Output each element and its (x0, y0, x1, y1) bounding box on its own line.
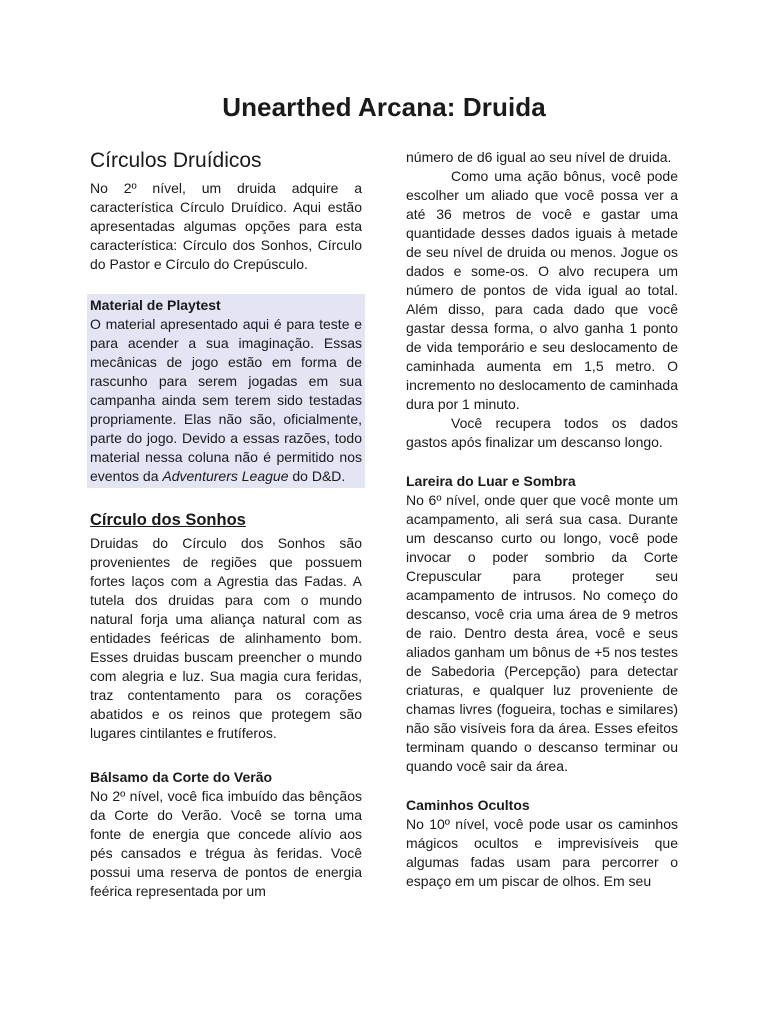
hearth-heading: Lareira do Luar e Sombra (406, 473, 576, 489)
hidden-paths-heading: Caminhos Ocultos (406, 797, 530, 813)
intro-paragraph: No 2º nível, um druida adquire a característica Círculo Druídico. Aqui estão apresentadas algumas opções para esta característica: Círculo dos Sonhos, Círculo do Pastor e Círculo do Crepúsculo. (90, 180, 362, 272)
balm-continued: número de d6 igual ao seu nível de druida. (406, 149, 672, 165)
playtest-body (90, 315, 362, 486)
playtest-sidebar (87, 294, 365, 488)
hearth-body: No 6º nível, onde quer que você monte um acampamento, ali será sua casa. Durante um descanso curto ou longo, você pode invocar o poder sombrio da Corte Crepuscular para proteger seu acampamento de intrusos. No começo do descanso, você cria uma área de 9 metros de raio. Dentro desta área, você e seus aliados ganham um bônus de +5 nos testes de Sabedoria (Percepção) para detectar criaturas, e qualquer luz proveniente de chamas livres (fogueira, tochas e similares) não são visíveis fora da área. Esses efeitos terminam quando o descanso terminar ou quando você sair da área. (406, 492, 678, 774)
hidden-paths-body: No 10º nível, você pode usar os caminhos mágicos ocultos e imprevisíveis que algumas fadas usam para percorrer o espaço em um piscar de olhos. Em seu (406, 816, 678, 889)
right-column (406, 148, 678, 891)
document-title: Unearthed Arcana: Druida (222, 92, 546, 122)
playtest-italic: Adventurers League (162, 468, 289, 484)
balm-body: No 2º nível, você fica imbuído das bênçãos da Corte do Verão. Você se torna uma fonte de energia que concede alívio aos pés cansados e trégua às feridas. Você possui uma reserva de pontos de energia feérica representada por um (90, 788, 362, 899)
playtest-title: Material de Playtest (90, 297, 221, 313)
balm-paragraph-2: Como uma ação bônus, você pode escolher um aliado que você possa ver a até 36 metros de você e gastar uma quantidade desses dados iguais à metade de seu nível de druida ou menos. Jogue os dados e some-os. O alvo recupera um número de pontos de vida igual ao total. Além disso, para cada dado que você gastar dessa forma, o alvo ganha 1 ponto de vida temporário e seu deslocamento de caminhada aumenta em 1,5 metro. O incremento no deslocamento de caminhada dura por 1 minuto. (406, 168, 678, 412)
balm-heading: Bálsamo da Corte do Verão (90, 769, 273, 785)
circle-of-dreams-heading: Círculo dos Sonhos (90, 511, 246, 529)
circle-of-dreams-body: Druidas do Círculo dos Sonhos são provenientes de regiões que possuem fortes laços com a Agrestia das Fadas. A tutela dos druidas para com o mundo natural forja uma aliança natural com as entidades feéricas de alinhamento bom. Esses druidas buscam preencher o mundo com alegria e luz. Sua magia cura feridas, traz contentamento para os corações abatidos e os reinos que protegem são lugares cintilantes e frutíferos. (90, 535, 362, 741)
playtest-end: do D&D. (288, 468, 346, 484)
section-heading-circulos: Círculos Druídicos (90, 149, 262, 172)
balm-paragraph-3: Você recupera todos os dados gastos após finalizar um descanso longo. (406, 415, 678, 450)
playtest-text: O material apresentado aqui é para teste e para acender a sua imaginação. Essas mecânicas de jogo estão em forma de rascunho para serem jogadas em sua campanha ainda sem terem sido testadas propriamente. Elas não são, oficialmente, parte do jogo. Devido a essas razões, todo material nessa coluna não é permitido nos eventos da (90, 316, 362, 484)
left-column (90, 148, 362, 901)
